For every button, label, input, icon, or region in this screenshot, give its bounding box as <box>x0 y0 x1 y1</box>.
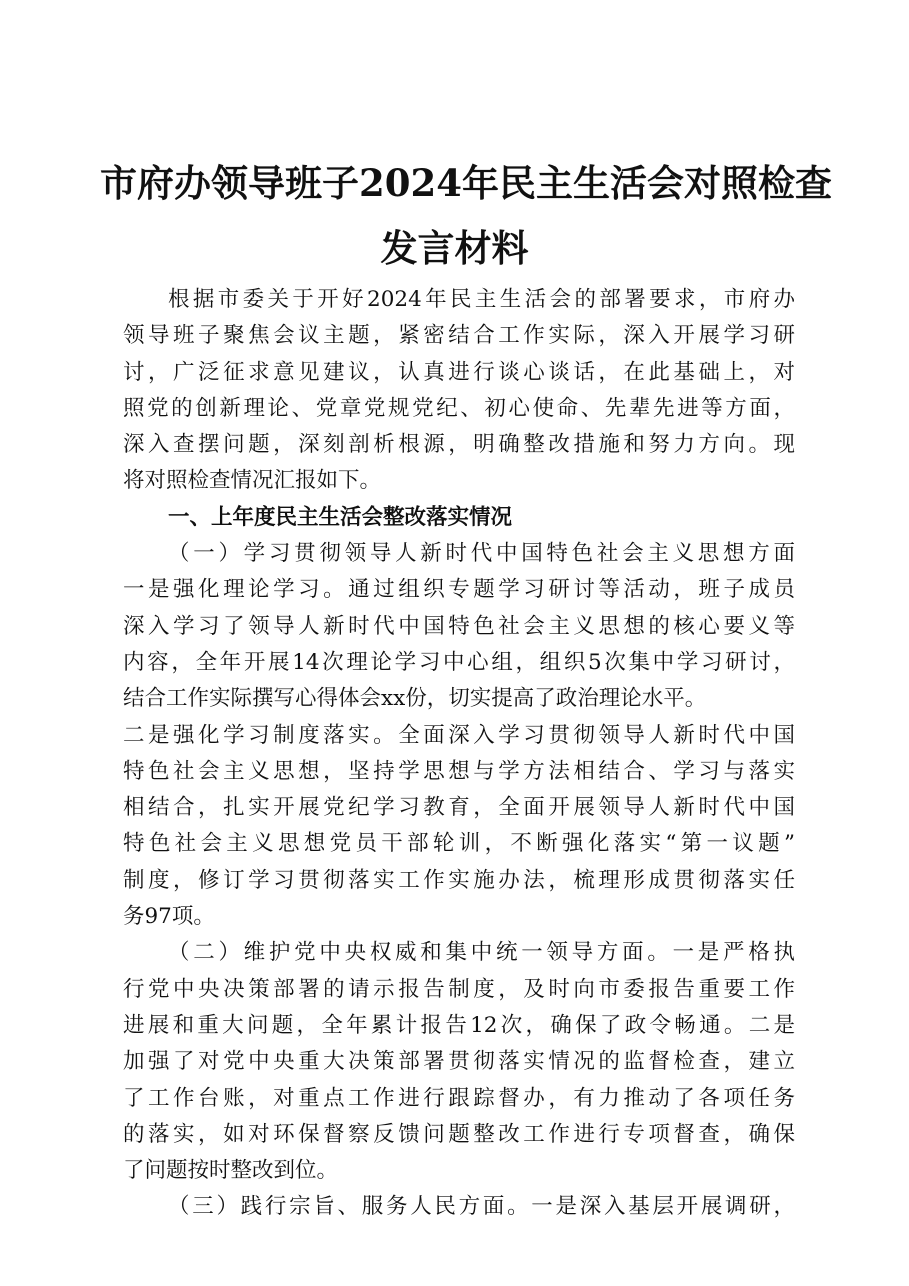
document-title-line-2: 发言材料 <box>380 226 529 270</box>
body-line: （二）维护党中央权威和集中统一领导方面。一是严格执 <box>168 940 795 966</box>
body-line: （一）学习贯彻领导人新时代中国特色社会主义思想方面 <box>168 541 795 567</box>
body-line: 一是强化理论学习。通过组织专题学习研讨等活动，班子成员 <box>123 577 795 603</box>
body-line: 相结合，扎实开展党纪学习教育，全面开展领导人新时代中国 <box>123 795 795 821</box>
body-line: 领导班子聚焦会议主题，紧密结合工作实际，深入开展学习研 <box>123 323 795 349</box>
body-line: 照党的创新理论、党章党规党纪、初心使命、先辈先进等方面， <box>123 395 795 421</box>
body-line: 讨，广泛征求意见建议，认真进行谈心谈话，在此基础上，对 <box>123 359 795 385</box>
body-line: 二是强化学习制度落实。全面深入学习贯彻领导人新时代中国 <box>123 722 795 748</box>
body-line: 的落实，如对环保督察反馈问题整改工作进行专项督查，确保 <box>123 1121 795 1147</box>
body-line: 了工作台账，对重点工作进行跟踪督办，有力推动了各项任务 <box>123 1085 795 1111</box>
body-line: 深入学习了领导人新时代中国特色社会主义思想的核心要义等 <box>123 613 795 639</box>
body-line: 深入查摆问题，深刻剖析根源，明确整改措施和努力方向。现 <box>123 432 795 458</box>
document-title-line-1: 市府办领导班子2024年民主生活会对照检查 <box>100 161 832 205</box>
body-line: 根据市委关于开好2024年民主生活会的部署要求，市府办 <box>168 287 795 312</box>
body-line: 制度，修订学习贯彻落实工作实施办法，梳理形成贯彻落实任 <box>123 867 795 893</box>
body-line: 行党中央决策部署的请示报告制度，及时向市委报告重要工作 <box>123 976 795 1002</box>
body-line: （三）践行宗旨、服务人民方面。一是深入基层开展调研， <box>168 1194 795 1220</box>
body-line: 结合工作实际撰写心得体会xx份，切实提高了政治理论水平。 <box>123 686 707 712</box>
body-line: 将对照检查情况汇报如下。 <box>123 468 382 494</box>
body-line: 务97项。 <box>123 904 215 930</box>
body-line: 进展和重大问题，全年累计报告12次，确保了政令畅通。二是 <box>123 1012 795 1038</box>
body-line: 加强了对党中央重大决策部署贯彻落实情况的监督检查，建立 <box>123 1049 795 1075</box>
body-line: 特色社会主义思想党员干部轮训，不断强化落实“第一议题” <box>123 831 795 857</box>
body-line: 特色社会主义思想，坚持学思想与学方法相结合、学习与落实 <box>123 758 795 784</box>
body-line: 内容，全年开展14次理论学习中心组，组织5次集中学习研讨， <box>123 649 795 675</box>
body-line: 了问题按时整改到位。 <box>123 1158 339 1184</box>
section-heading: 一、上年度民主生活会整改落实情况 <box>168 504 513 530</box>
document-body <box>123 282 795 1226</box>
